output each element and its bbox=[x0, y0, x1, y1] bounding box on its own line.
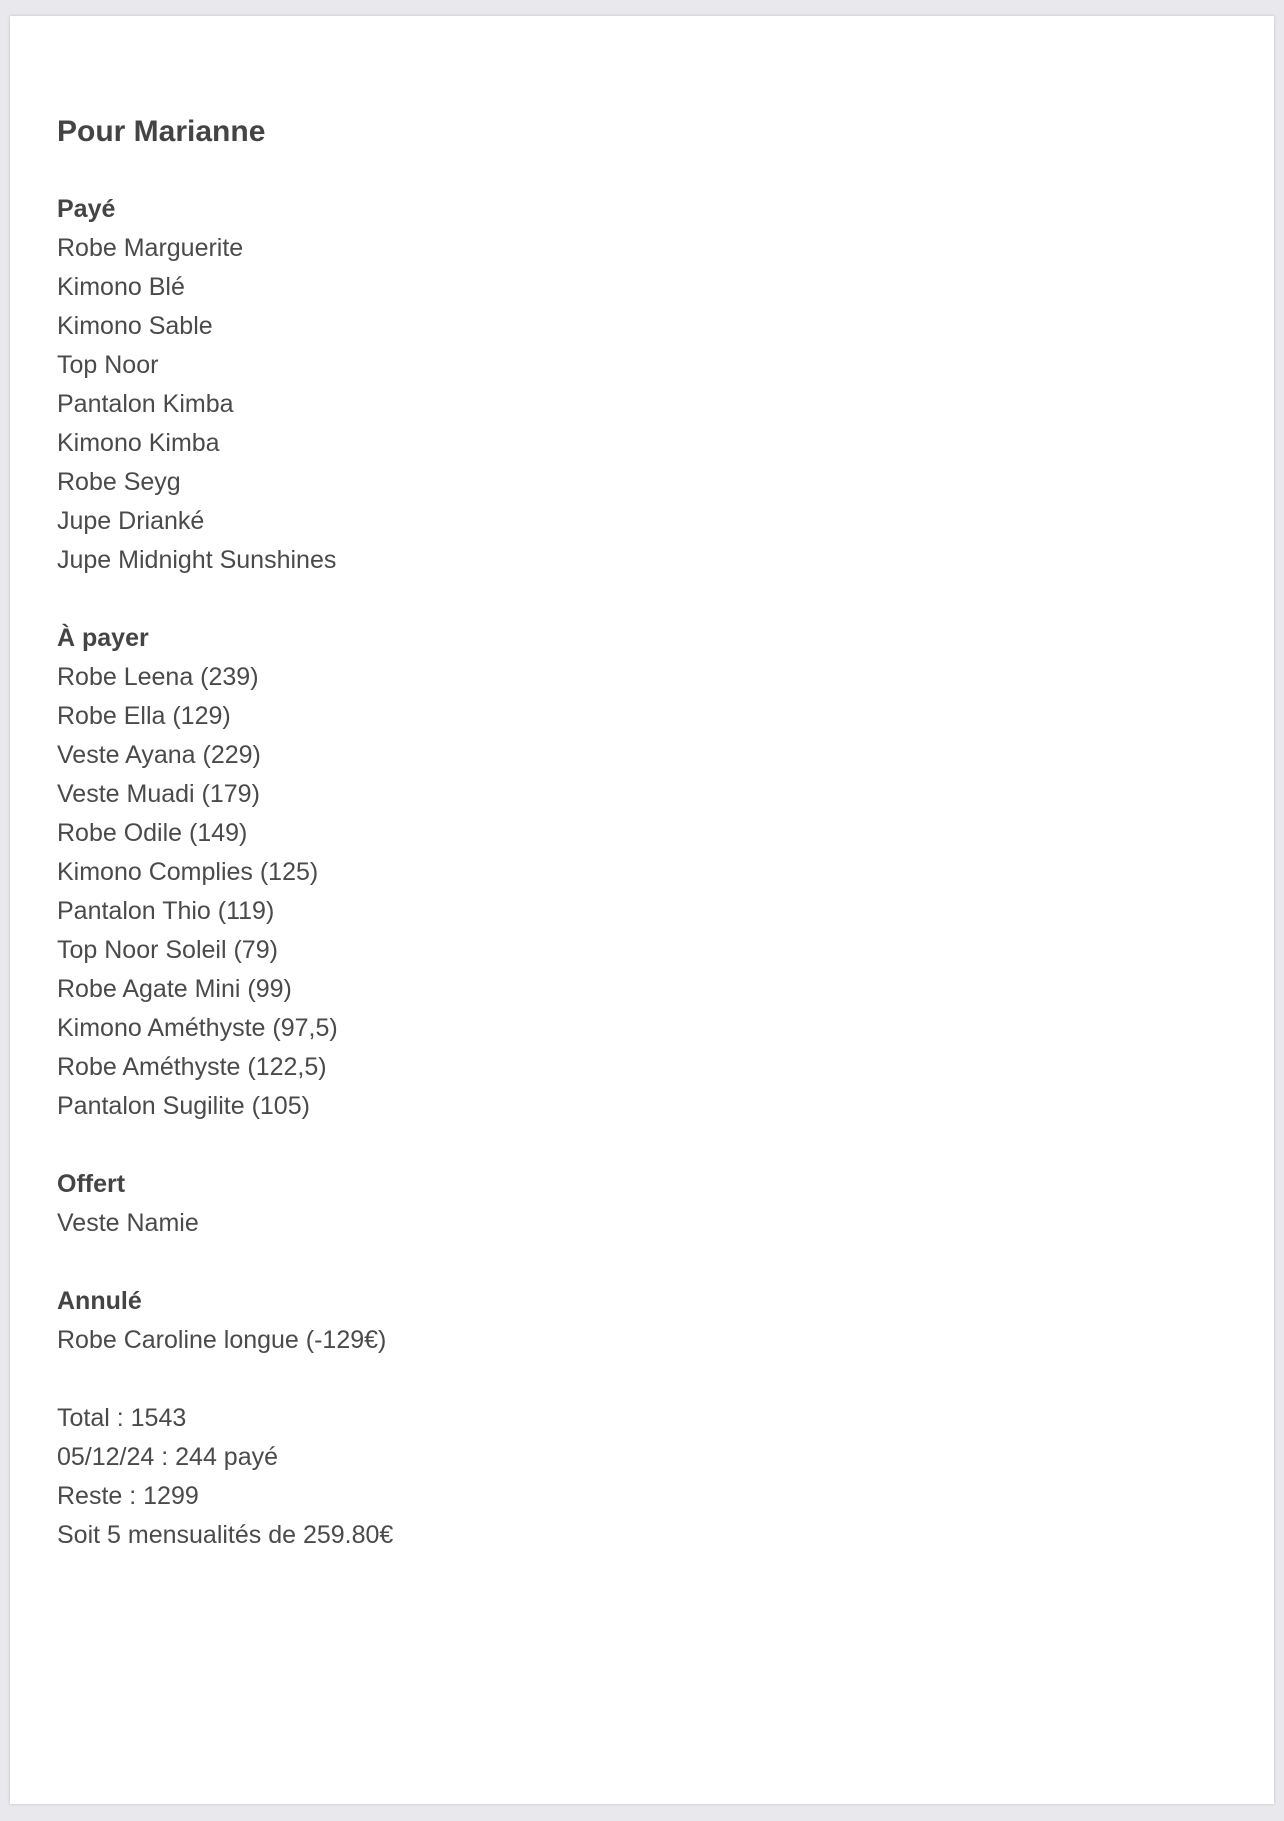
list-item: Robe Odile (149) bbox=[57, 819, 248, 847]
summary bbox=[57, 1399, 393, 1555]
section-heading-cancelled: Annulé bbox=[57, 1287, 142, 1315]
list-item: Kimono Blé bbox=[57, 273, 185, 301]
list-item: Robe Seyg bbox=[57, 468, 181, 496]
section-cancelled bbox=[57, 1282, 393, 1360]
list-item: Robe Ella (129) bbox=[57, 702, 231, 730]
list-item: Robe Améthyste (122,5) bbox=[57, 1053, 327, 1081]
list-item: Top Noor Soleil (79) bbox=[57, 936, 278, 964]
section-heading-to-pay: À payer bbox=[57, 624, 149, 652]
list-item: Kimono Kimba bbox=[57, 429, 220, 457]
list-item: Kimono Complies (125) bbox=[57, 858, 319, 886]
section-paid bbox=[57, 190, 393, 580]
summary-installments: Soit 5 mensualités de 259.80€ bbox=[57, 1521, 394, 1549]
section-offered bbox=[57, 1165, 393, 1243]
list-item: Robe Leena (239) bbox=[57, 663, 259, 691]
list-item: Pantalon Thio (119) bbox=[57, 897, 275, 925]
document-content bbox=[57, 112, 393, 1594]
section-to-pay bbox=[57, 619, 393, 1126]
section-heading-offered: Offert bbox=[57, 1170, 126, 1198]
summary-payment: 05/12/24 : 244 payé bbox=[57, 1443, 279, 1471]
list-item: Veste Namie bbox=[57, 1209, 199, 1237]
list-item: Kimono Améthyste (97,5) bbox=[57, 1014, 338, 1042]
list-item: Kimono Sable bbox=[57, 312, 213, 340]
list-item: Robe Marguerite bbox=[57, 234, 244, 262]
list-item: Robe Agate Mini (99) bbox=[57, 975, 292, 1003]
list-item: Robe Caroline longue (-129€) bbox=[57, 1326, 387, 1354]
list-item: Jupe Drianké bbox=[57, 507, 205, 535]
list-item: Veste Muadi (179) bbox=[57, 780, 260, 808]
summary-total: Total : 1543 bbox=[57, 1404, 187, 1432]
list-item: Top Noor bbox=[57, 351, 159, 379]
document-title: Pour Marianne bbox=[57, 115, 266, 148]
list-item: Jupe Midnight Sunshines bbox=[57, 546, 337, 574]
list-item: Veste Ayana (229) bbox=[57, 741, 261, 769]
list-item: Pantalon Kimba bbox=[57, 390, 234, 418]
document-page bbox=[10, 16, 1274, 1804]
summary-remaining: Reste : 1299 bbox=[57, 1482, 199, 1510]
section-heading-paid: Payé bbox=[57, 195, 116, 223]
list-item: Pantalon Sugilite (105) bbox=[57, 1092, 310, 1120]
